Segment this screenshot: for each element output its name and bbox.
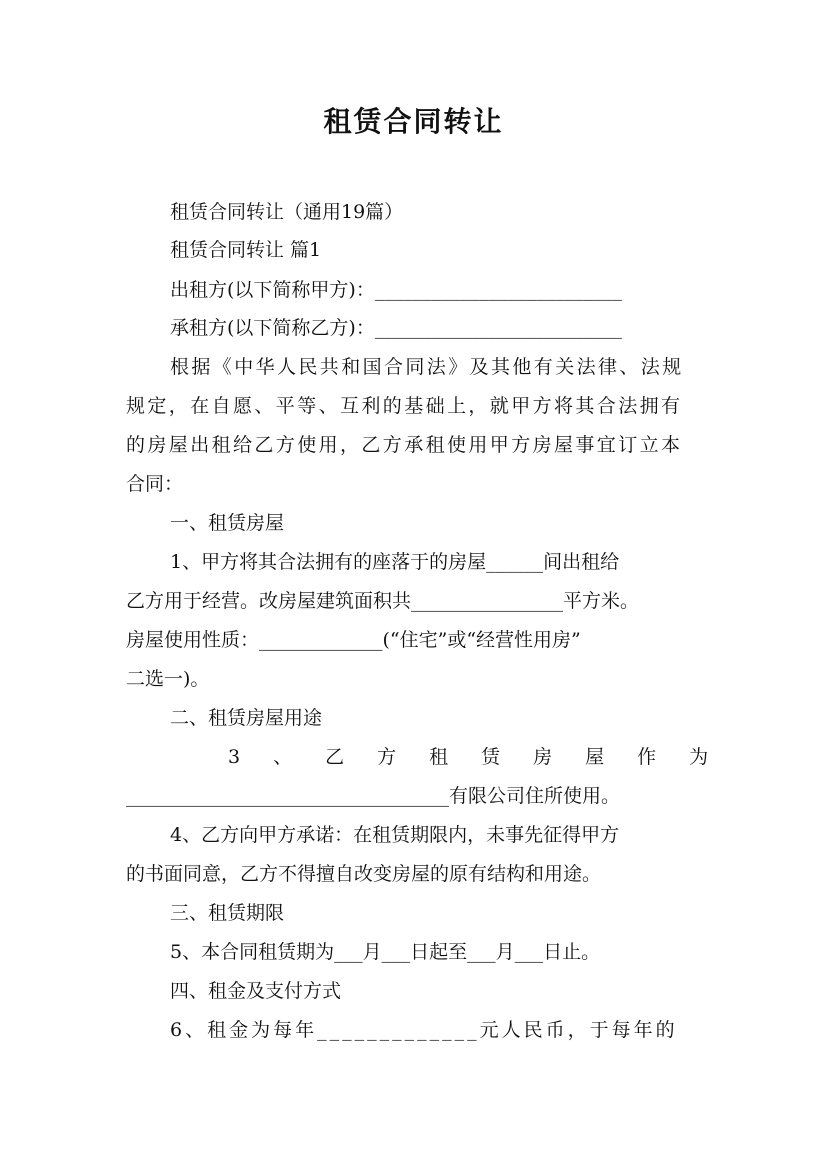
lessor-line: 出租方(以下简称甲方)：__________________________	[170, 279, 622, 301]
paragraph-line: 合同：	[126, 473, 184, 495]
paragraph-line: __________________________________有限公司住所使用。	[126, 785, 621, 807]
lessee-line: 承租方(以下简称乙方)：__________________________	[170, 317, 622, 339]
paragraph-line: 乙方用于经营。改房屋建筑面积共________________平方米。	[126, 590, 640, 612]
clause-heading: 一、租赁房屋	[170, 512, 285, 534]
clause-heading: 三、租赁期限	[170, 902, 285, 924]
paragraph-line: 3、乙方租赁房屋作为	[228, 746, 742, 768]
paragraph-line: 房屋使用性质：_____________(“住宅”或“经营性用房”	[126, 629, 581, 651]
paragraph-line: 1、甲方将其合法拥有的座落于的房屋______间出租给	[170, 551, 620, 573]
subtitle-line: 租赁合同转让（通用19篇）	[170, 201, 404, 223]
section-heading: 租赁合同转让 篇1	[170, 239, 322, 261]
paragraph-line: 根据《中华人民共和国合同法》及其他有关法律、法规	[170, 356, 684, 378]
paragraph-line: 5、本合同租赁期为___月___日起至___月___日止。	[170, 941, 601, 963]
paragraph-line: 二选一)。	[126, 668, 210, 690]
paragraph-line: 规定，在自愿、平等、互利的基础上，就甲方将其合法拥有	[126, 395, 683, 417]
paragraph-line: 4、乙方向甲方承诺：在租赁期限内，未事先征得甲方	[170, 824, 620, 846]
paragraph-line: 的书面同意，乙方不得擅自改变房屋的原有结构和用途。	[126, 863, 602, 885]
clause-heading: 二、租赁房屋用途	[170, 707, 323, 729]
paragraph-line: 的房屋出租给乙方使用，乙方承租使用甲方房屋事宜订立本	[126, 434, 683, 456]
paragraph-line: 6、租金为每年_____________元人民币，于每年的	[170, 1019, 678, 1041]
clause-heading: 四、租金及支付方式	[170, 980, 342, 1002]
document-title: 租赁合同转让	[323, 105, 504, 138]
